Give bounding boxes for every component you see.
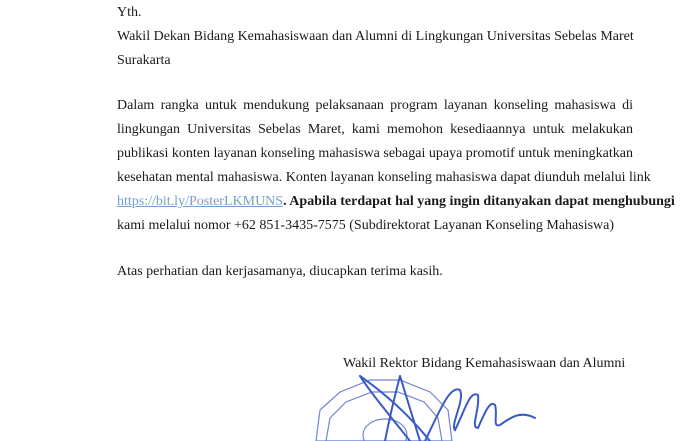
closing: Atas perhatian dan kerjasamanya, diucapkan terima kasih. [117, 264, 443, 279]
body-line: lingkungan Universitas Sebelas Maret, kami memohon kesediaannya untuk melakukan [117, 122, 633, 137]
signature-icon [360, 376, 535, 441]
poster-link[interactable]: https://bit.ly/PosterLKMUNS [117, 194, 284, 209]
recipient-line-2: Surakarta [117, 53, 171, 68]
university-stamp-and-signature [300, 374, 700, 441]
body-line: publikasi konten layanan konseling mahasiswa sebagai upaya promotif untuk meningkatkan [117, 146, 633, 161]
recipient-line-1: Wakil Dekan Bidang Kemahasiswaan dan Alumni di Lingkungan Universitas Sebelas Maret [117, 29, 634, 44]
signatory-title: Wakil Rektor Bidang Kemahasiswaan dan Alumni [343, 356, 626, 371]
salutation: Yth. [117, 5, 142, 20]
body-line: kesehatan mental mahasiswa. Konten layanan konseling mahasiswa dapat diunduh melalui link [117, 170, 651, 185]
contact-note: . Apabila terdapat hal yang ingin ditanyakan dapat menghubungi [283, 194, 675, 209]
body-line-link [117, 193, 675, 211]
body-line: Dalam rangka untuk mendukung pelaksanaan program layanan konseling mahasiswa di [117, 98, 633, 113]
stamp-icon [316, 380, 452, 441]
body-line: kami melalui nomor +62 851-3435-7575 (Subdirektorat Layanan Konseling Mahasiswa) [117, 218, 615, 233]
